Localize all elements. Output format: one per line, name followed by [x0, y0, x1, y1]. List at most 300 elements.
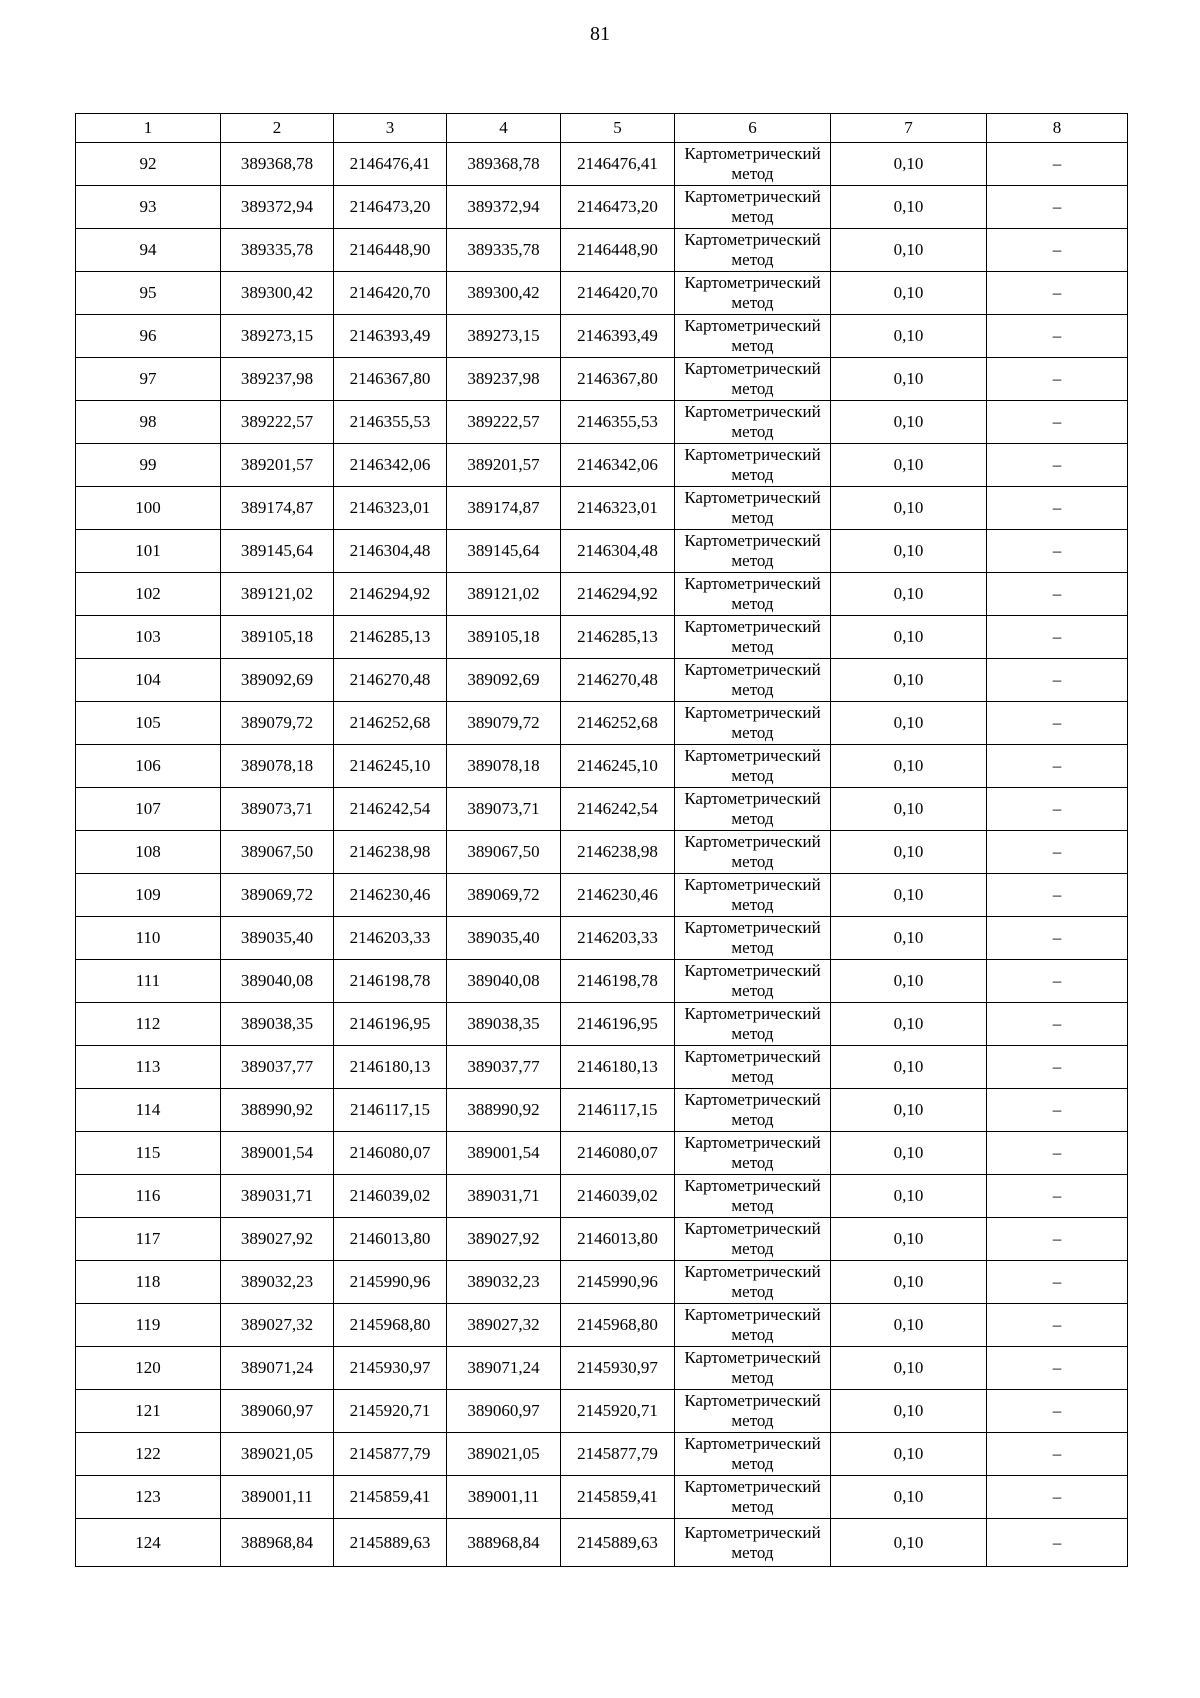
table-header-row — [76, 114, 1128, 143]
method-line-2: метод — [731, 1282, 774, 1301]
coordinate-x-cell: 389031,71 — [447, 1175, 561, 1218]
accuracy-cell: 0,10 — [831, 573, 987, 616]
note-cell: – — [987, 831, 1128, 874]
coordinate-y-cell: 2145889,63 — [334, 1519, 447, 1567]
method-line-2: метод — [731, 1454, 774, 1473]
note-cell: – — [987, 143, 1128, 186]
point-number-cell: 112 — [76, 1003, 221, 1046]
note-cell: – — [987, 960, 1128, 1003]
coordinate-x-cell: 389071,24 — [221, 1347, 334, 1390]
coordinate-x-cell: 389372,94 — [447, 186, 561, 229]
coordinate-x-cell: 389032,23 — [447, 1261, 561, 1304]
method-line-1: Картометрический — [684, 746, 821, 765]
coordinate-x-cell: 389067,50 — [447, 831, 561, 874]
method-line-2: метод — [731, 1542, 774, 1562]
method-line-2: метод — [731, 1411, 774, 1430]
method-line-1: Картометрический — [684, 875, 821, 894]
point-number-cell: 99 — [76, 444, 221, 487]
coordinate-y-cell: 2146420,70 — [561, 272, 675, 315]
coordinate-y-cell: 2146342,06 — [334, 444, 447, 487]
coordinate-x-cell: 389368,78 — [221, 143, 334, 186]
accuracy-cell: 0,10 — [831, 1390, 987, 1433]
coordinate-x-cell: 389038,35 — [447, 1003, 561, 1046]
point-number-cell: 117 — [76, 1218, 221, 1261]
method-line-1: Картометрический — [684, 1305, 821, 1324]
accuracy-cell: 0,10 — [831, 1261, 987, 1304]
accuracy-cell: 0,10 — [831, 1175, 987, 1218]
coordinate-x-cell: 389021,05 — [447, 1433, 561, 1476]
column-header-6: 6 — [675, 114, 831, 143]
point-number-cell: 119 — [76, 1304, 221, 1347]
method-line-1: Картометрический — [684, 1090, 821, 1109]
point-number-cell: 120 — [76, 1347, 221, 1390]
point-number-cell: 102 — [76, 573, 221, 616]
note-cell: – — [987, 1304, 1128, 1347]
method-cell — [675, 1175, 831, 1218]
coordinate-y-cell: 2145920,71 — [334, 1390, 447, 1433]
table-row — [76, 401, 1128, 444]
table-row — [76, 444, 1128, 487]
table-row — [76, 487, 1128, 530]
accuracy-cell: 0,10 — [831, 401, 987, 444]
table-row — [76, 616, 1128, 659]
coordinate-x-cell: 389069,72 — [221, 874, 334, 917]
coordinate-x-cell: 389092,69 — [221, 659, 334, 702]
coordinate-y-cell: 2146448,90 — [334, 229, 447, 272]
method-line-2: метод — [731, 766, 774, 785]
table-row — [76, 1519, 1128, 1567]
method-line-2: метод — [731, 422, 774, 441]
point-number-cell: 118 — [76, 1261, 221, 1304]
method-line-1: Картометрический — [684, 488, 821, 507]
method-cell — [675, 917, 831, 960]
note-cell: – — [987, 1390, 1128, 1433]
coordinate-y-cell: 2146355,53 — [561, 401, 675, 444]
point-number-cell: 92 — [76, 143, 221, 186]
coordinate-x-cell: 389335,78 — [447, 229, 561, 272]
coordinate-y-cell: 2146196,95 — [334, 1003, 447, 1046]
accuracy-cell: 0,10 — [831, 1089, 987, 1132]
column-header-2: 2 — [221, 114, 334, 143]
method-cell — [675, 1390, 831, 1433]
coordinate-y-cell: 2146285,13 — [561, 616, 675, 659]
method-cell — [675, 444, 831, 487]
coordinate-y-cell: 2146285,13 — [334, 616, 447, 659]
coordinate-x-cell: 389105,18 — [447, 616, 561, 659]
method-line-1: Картометрический — [684, 230, 821, 249]
coordinate-x-cell: 389040,08 — [221, 960, 334, 1003]
accuracy-cell: 0,10 — [831, 616, 987, 659]
table-row — [76, 831, 1128, 874]
table-row — [76, 1089, 1128, 1132]
table-row — [76, 1261, 1128, 1304]
accuracy-cell: 0,10 — [831, 1003, 987, 1046]
point-number-cell: 106 — [76, 745, 221, 788]
accuracy-cell: 0,10 — [831, 788, 987, 831]
method-line-2: метод — [731, 895, 774, 914]
method-cell — [675, 1476, 831, 1519]
method-cell — [675, 573, 831, 616]
method-cell — [675, 745, 831, 788]
note-cell: – — [987, 1476, 1128, 1519]
method-line-1: Картометрический — [684, 1004, 821, 1023]
method-line-2: метод — [731, 207, 774, 226]
method-cell — [675, 960, 831, 1003]
table-row — [76, 272, 1128, 315]
coordinate-y-cell: 2146196,95 — [561, 1003, 675, 1046]
coordinate-y-cell: 2145968,80 — [561, 1304, 675, 1347]
table-row — [76, 745, 1128, 788]
accuracy-cell: 0,10 — [831, 1519, 987, 1567]
method-cell — [675, 1261, 831, 1304]
method-line-2: метод — [731, 1024, 774, 1043]
coordinate-y-cell: 2146393,49 — [334, 315, 447, 358]
coordinate-y-cell: 2146448,90 — [561, 229, 675, 272]
method-cell — [675, 229, 831, 272]
method-line-1: Картометрический — [684, 1391, 821, 1410]
point-number-cell: 109 — [76, 874, 221, 917]
table-row — [76, 315, 1128, 358]
coordinate-x-cell: 388990,92 — [447, 1089, 561, 1132]
method-line-1: Картометрический — [684, 617, 821, 636]
method-line-1: Картометрический — [684, 1047, 821, 1066]
coordinate-x-cell: 389335,78 — [221, 229, 334, 272]
method-line-2: метод — [731, 1196, 774, 1215]
coordinate-x-cell: 389071,24 — [447, 1347, 561, 1390]
coordinate-y-cell: 2145968,80 — [334, 1304, 447, 1347]
method-line-1: Картометрический — [684, 187, 821, 206]
table-row — [76, 1175, 1128, 1218]
coordinate-x-cell: 389040,08 — [447, 960, 561, 1003]
point-number-cell: 110 — [76, 917, 221, 960]
coordinate-x-cell: 389021,05 — [221, 1433, 334, 1476]
point-number-cell: 98 — [76, 401, 221, 444]
point-number-cell: 123 — [76, 1476, 221, 1519]
table-row — [76, 1347, 1128, 1390]
method-line-1: Картометрический — [684, 660, 821, 679]
method-line-1: Картометрический — [684, 531, 821, 550]
note-cell: – — [987, 1347, 1128, 1390]
accuracy-cell: 0,10 — [831, 831, 987, 874]
coordinate-y-cell: 2146323,01 — [561, 487, 675, 530]
coordinate-y-cell: 2146245,10 — [334, 745, 447, 788]
note-cell: – — [987, 1132, 1128, 1175]
note-cell: – — [987, 659, 1128, 702]
coordinate-y-cell: 2146473,20 — [334, 186, 447, 229]
method-cell — [675, 186, 831, 229]
note-cell: – — [987, 1089, 1128, 1132]
coordinate-y-cell: 2145930,97 — [334, 1347, 447, 1390]
coordinate-y-cell: 2146473,20 — [561, 186, 675, 229]
coordinate-x-cell: 389027,32 — [447, 1304, 561, 1347]
method-line-2: метод — [731, 1067, 774, 1086]
point-number-cell: 103 — [76, 616, 221, 659]
table-row — [76, 143, 1128, 186]
coordinate-x-cell: 389273,15 — [447, 315, 561, 358]
coordinate-x-cell: 389079,72 — [221, 702, 334, 745]
accuracy-cell: 0,10 — [831, 1132, 987, 1175]
accuracy-cell: 0,10 — [831, 358, 987, 401]
point-number-cell: 115 — [76, 1132, 221, 1175]
coordinate-y-cell: 2145889,63 — [561, 1519, 675, 1567]
note-cell: – — [987, 487, 1128, 530]
table-row — [76, 1476, 1128, 1519]
method-line-2: метод — [731, 336, 774, 355]
coordinate-x-cell: 389222,57 — [221, 401, 334, 444]
table-row — [76, 917, 1128, 960]
coordinate-y-cell: 2145930,97 — [561, 1347, 675, 1390]
coordinate-y-cell: 2146252,68 — [334, 702, 447, 745]
accuracy-cell: 0,10 — [831, 272, 987, 315]
coordinate-y-cell: 2146252,68 — [561, 702, 675, 745]
table-row — [76, 573, 1128, 616]
method-cell — [675, 358, 831, 401]
note-cell: – — [987, 315, 1128, 358]
coordinate-x-cell: 389222,57 — [447, 401, 561, 444]
coordinate-y-cell: 2146304,48 — [561, 530, 675, 573]
coordinate-x-cell: 389121,02 — [221, 573, 334, 616]
method-line-1: Картометрический — [684, 574, 821, 593]
coordinate-x-cell: 389027,92 — [221, 1218, 334, 1261]
table-row — [76, 1218, 1128, 1261]
accuracy-cell: 0,10 — [831, 874, 987, 917]
point-number-cell: 124 — [76, 1519, 221, 1567]
point-number-cell: 113 — [76, 1046, 221, 1089]
method-cell — [675, 487, 831, 530]
method-line-2: метод — [731, 1368, 774, 1387]
method-line-1: Картометрический — [684, 1262, 821, 1281]
coordinate-x-cell: 389067,50 — [221, 831, 334, 874]
method-line-2: метод — [731, 852, 774, 871]
coordinate-x-cell: 389121,02 — [447, 573, 561, 616]
method-line-2: метод — [731, 637, 774, 656]
coordinate-x-cell: 389273,15 — [221, 315, 334, 358]
coordinate-y-cell: 2146117,15 — [561, 1089, 675, 1132]
method-line-1: Картометрический — [684, 144, 821, 163]
coordinate-y-cell: 2146180,13 — [561, 1046, 675, 1089]
method-line-1: Картометрический — [684, 703, 821, 722]
coordinate-x-cell: 389027,32 — [221, 1304, 334, 1347]
coordinate-y-cell: 2146203,33 — [334, 917, 447, 960]
coordinate-x-cell: 388968,84 — [221, 1519, 334, 1567]
coordinate-y-cell: 2146476,41 — [334, 143, 447, 186]
method-line-2: метод — [731, 551, 774, 570]
table-row — [76, 1390, 1128, 1433]
method-line-1: Картометрический — [684, 961, 821, 980]
table-row — [76, 960, 1128, 1003]
coordinate-x-cell: 389201,57 — [447, 444, 561, 487]
point-number-cell: 107 — [76, 788, 221, 831]
coordinate-x-cell: 389237,98 — [221, 358, 334, 401]
coordinate-x-cell: 389027,92 — [447, 1218, 561, 1261]
coordinate-x-cell: 389078,18 — [221, 745, 334, 788]
method-line-1: Картометрический — [684, 832, 821, 851]
table-row — [76, 1003, 1128, 1046]
column-header-8: 8 — [987, 114, 1128, 143]
accuracy-cell: 0,10 — [831, 745, 987, 788]
accuracy-cell: 0,10 — [831, 315, 987, 358]
method-line-1: Картометрический — [684, 402, 821, 421]
method-cell — [675, 530, 831, 573]
note-cell: – — [987, 1046, 1128, 1089]
table-row — [76, 1433, 1128, 1476]
note-cell: – — [987, 1003, 1128, 1046]
coordinate-y-cell: 2146342,06 — [561, 444, 675, 487]
table-row — [76, 1046, 1128, 1089]
coordinate-x-cell: 389038,35 — [221, 1003, 334, 1046]
coordinate-x-cell: 389201,57 — [221, 444, 334, 487]
table-row — [76, 874, 1128, 917]
method-cell — [675, 1218, 831, 1261]
accuracy-cell: 0,10 — [831, 1433, 987, 1476]
method-cell — [675, 401, 831, 444]
table-row — [76, 1132, 1128, 1175]
column-header-5: 5 — [561, 114, 675, 143]
method-cell — [675, 702, 831, 745]
coordinate-x-cell: 389174,87 — [447, 487, 561, 530]
table-row — [76, 788, 1128, 831]
table-row — [76, 358, 1128, 401]
coordinate-y-cell: 2146245,10 — [561, 745, 675, 788]
method-line-1: Картометрический — [684, 918, 821, 937]
coordinate-x-cell: 388968,84 — [447, 1519, 561, 1567]
note-cell: – — [987, 702, 1128, 745]
method-line-1: Картометрический — [684, 1477, 821, 1496]
method-cell — [675, 831, 831, 874]
coordinate-x-cell: 389037,77 — [447, 1046, 561, 1089]
coordinate-x-cell: 389237,98 — [447, 358, 561, 401]
coordinate-y-cell: 2146013,80 — [561, 1218, 675, 1261]
coordinate-y-cell: 2146238,98 — [561, 831, 675, 874]
method-cell — [675, 1433, 831, 1476]
method-line-2: метод — [731, 1153, 774, 1172]
method-cell — [675, 788, 831, 831]
method-cell — [675, 1003, 831, 1046]
note-cell: – — [987, 1218, 1128, 1261]
coordinate-x-cell: 389073,71 — [447, 788, 561, 831]
method-line-1: Картометрический — [684, 1522, 821, 1542]
method-cell — [675, 1347, 831, 1390]
point-number-cell: 114 — [76, 1089, 221, 1132]
point-number-cell: 96 — [76, 315, 221, 358]
coordinate-x-cell: 389300,42 — [447, 272, 561, 315]
coordinate-y-cell: 2146304,48 — [334, 530, 447, 573]
method-line-1: Картометрический — [684, 1133, 821, 1152]
coordinate-x-cell: 389001,54 — [221, 1132, 334, 1175]
method-line-1: Картометрический — [684, 1176, 821, 1195]
accuracy-cell: 0,10 — [831, 444, 987, 487]
point-number-cell: 93 — [76, 186, 221, 229]
method-cell — [675, 1046, 831, 1089]
coordinate-y-cell: 2145990,96 — [334, 1261, 447, 1304]
method-line-2: метод — [731, 293, 774, 312]
column-header-4: 4 — [447, 114, 561, 143]
note-cell: – — [987, 272, 1128, 315]
method-line-1: Картометрический — [684, 273, 821, 292]
coordinate-x-cell: 389079,72 — [447, 702, 561, 745]
coordinate-y-cell: 2145990,96 — [561, 1261, 675, 1304]
point-number-cell: 122 — [76, 1433, 221, 1476]
table-body — [76, 143, 1128, 1567]
method-line-2: метод — [731, 1110, 774, 1129]
coordinate-y-cell: 2145859,41 — [561, 1476, 675, 1519]
accuracy-cell: 0,10 — [831, 143, 987, 186]
coordinate-x-cell: 389060,97 — [221, 1390, 334, 1433]
coordinate-y-cell: 2146117,15 — [334, 1089, 447, 1132]
note-cell: – — [987, 186, 1128, 229]
accuracy-cell: 0,10 — [831, 917, 987, 960]
coordinate-y-cell: 2146294,92 — [334, 573, 447, 616]
coordinate-x-cell: 389145,64 — [447, 530, 561, 573]
note-cell: – — [987, 874, 1128, 917]
coordinate-y-cell: 2146198,78 — [561, 960, 675, 1003]
accuracy-cell: 0,10 — [831, 530, 987, 573]
coordinate-x-cell: 389001,11 — [221, 1476, 334, 1519]
coordinate-x-cell: 389145,64 — [221, 530, 334, 573]
method-line-2: метод — [731, 809, 774, 828]
note-cell: – — [987, 358, 1128, 401]
accuracy-cell: 0,10 — [831, 1046, 987, 1089]
note-cell: – — [987, 573, 1128, 616]
note-cell: – — [987, 1433, 1128, 1476]
note-cell: – — [987, 401, 1128, 444]
method-cell — [675, 1519, 831, 1567]
method-line-2: метод — [731, 1497, 774, 1516]
accuracy-cell: 0,10 — [831, 1218, 987, 1261]
method-line-1: Картометрический — [684, 359, 821, 378]
coordinate-x-cell: 389078,18 — [447, 745, 561, 788]
coordinate-y-cell: 2146230,46 — [334, 874, 447, 917]
table-row — [76, 659, 1128, 702]
coordinate-x-cell: 389105,18 — [221, 616, 334, 659]
accuracy-cell: 0,10 — [831, 659, 987, 702]
method-line-1: Картометрический — [684, 1434, 821, 1453]
accuracy-cell: 0,10 — [831, 1347, 987, 1390]
accuracy-cell: 0,10 — [831, 229, 987, 272]
coordinate-x-cell: 389001,11 — [447, 1476, 561, 1519]
page-number: 81 — [590, 23, 610, 45]
coordinate-y-cell: 2146420,70 — [334, 272, 447, 315]
note-cell: – — [987, 444, 1128, 487]
point-number-cell: 116 — [76, 1175, 221, 1218]
coordinate-x-cell: 389032,23 — [221, 1261, 334, 1304]
method-line-2: метод — [731, 680, 774, 699]
method-line-1: Картометрический — [684, 316, 821, 335]
coordinate-y-cell: 2146039,02 — [561, 1175, 675, 1218]
coordinate-x-cell: 389035,40 — [221, 917, 334, 960]
accuracy-cell: 0,10 — [831, 1476, 987, 1519]
method-line-1: Картометрический — [684, 1348, 821, 1367]
table-row — [76, 229, 1128, 272]
point-number-cell: 100 — [76, 487, 221, 530]
point-number-cell: 97 — [76, 358, 221, 401]
coordinate-y-cell: 2145877,79 — [561, 1433, 675, 1476]
coordinate-x-cell: 389073,71 — [221, 788, 334, 831]
coordinate-y-cell: 2146367,80 — [561, 358, 675, 401]
note-cell: – — [987, 229, 1128, 272]
point-number-cell: 105 — [76, 702, 221, 745]
coordinate-y-cell: 2146270,48 — [561, 659, 675, 702]
coordinate-y-cell: 2146039,02 — [334, 1175, 447, 1218]
note-cell: – — [987, 917, 1128, 960]
coordinate-y-cell: 2146355,53 — [334, 401, 447, 444]
coordinate-x-cell: 389035,40 — [447, 917, 561, 960]
coordinate-y-cell: 2146323,01 — [334, 487, 447, 530]
note-cell: – — [987, 1519, 1128, 1567]
note-cell: – — [987, 530, 1128, 573]
accuracy-cell: 0,10 — [831, 960, 987, 1003]
note-cell: – — [987, 1175, 1128, 1218]
